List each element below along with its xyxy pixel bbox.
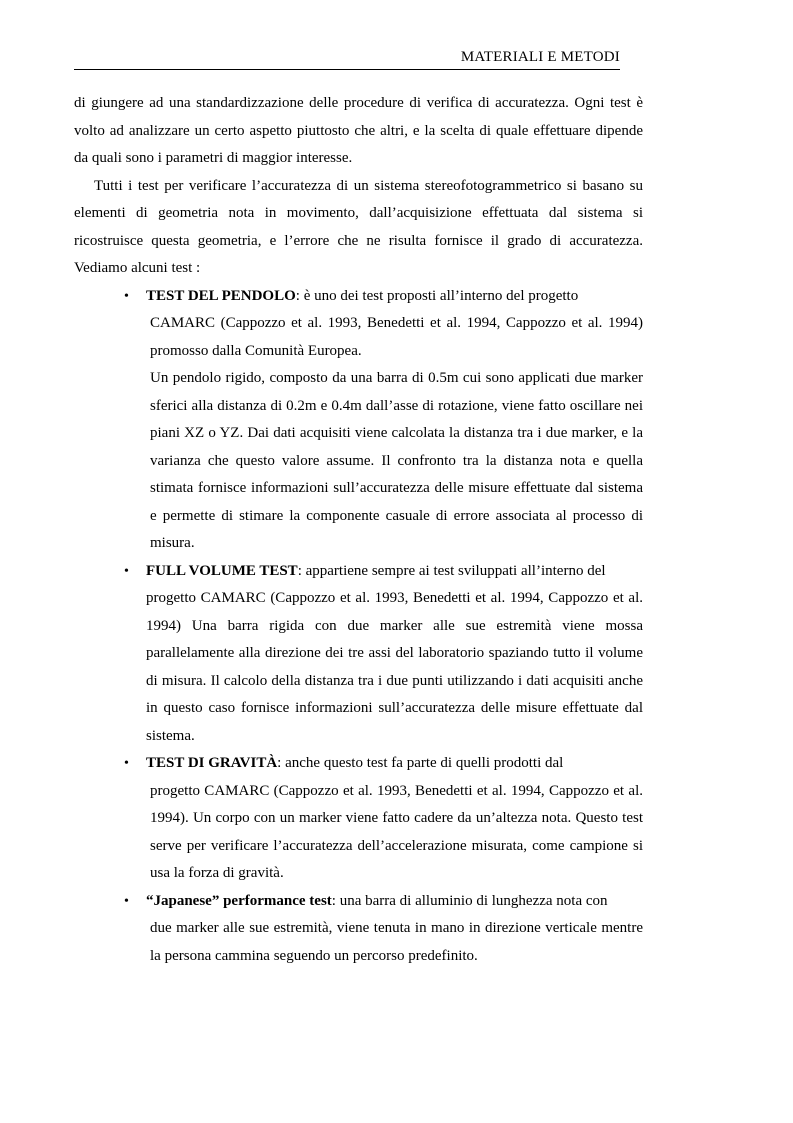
bullet-icon: • <box>124 756 129 771</box>
pendolo-continuation <box>146 310 643 558</box>
japanese-first-line: : una barra di alluminio di lunghezza nota con <box>331 892 608 909</box>
intro-paragraph-2: Tutti i test per verificare l’accuratezza di un sistema stereofotogrammetrico si basano su elementi di geometria nota in movimento, dall’acquisizione effettuata dal sistema si ricostruisce questa geometria, e l’errore che ne risulta fornisce il grado di accuratezza. Vediamo alcuni test : <box>74 177 643 276</box>
list-item-full-volume <box>74 558 643 751</box>
running-header: MATERIALI E METODI <box>460 49 620 65</box>
pendolo-description: CAMARC (Cappozzo et al. 1993, Benedetti et al. 1994, Cappozzo et al. 1994) promosso dalla Comunità Europea. <box>150 315 643 359</box>
gravita-description: progetto CAMARC (Cappozzo et al. 1993, Benedetti et al. 1994, Cappozzo et al. 1994). Un corpo con un marker viene fatto cadere da un’altezza nota. Questo test serve per verificare l’accuratezza dell’accelerazione misurata, come campione si usa la forza di gravità. <box>150 782 643 881</box>
gravita-first-line: : anche questo test fa parte di quelli prodotti dal <box>277 755 564 771</box>
pendolo-first-line: : è uno dei test proposti all’interno del progetto <box>295 287 579 304</box>
bullet-icon: • <box>124 288 129 304</box>
body-text <box>74 90 643 970</box>
list-item-japanese <box>74 888 643 971</box>
bullet-icon: • <box>124 893 129 909</box>
full-volume-first-line: : appartiene sempre ai test sviluppati all’interno del <box>297 562 606 579</box>
list-item-pendolo <box>74 283 643 558</box>
term-gravita: TEST DI GRAVITÀ <box>146 755 278 771</box>
gravita-continuation <box>146 778 643 888</box>
japanese-continuation <box>146 915 643 970</box>
pendolo-detail: Un pendolo rigido, composto da una barra di 0.5m cui sono applicati due marker sferici alla distanza di 0.2m e 0.4m dall’asse di rotazione, viene fatto oscillare nei piani XZ o YZ. Dai dati acquisiti viene calcolata la distanza tra i due marker, e la varianza che questo valore assume. Il confronto tra la distanza nota e quella stimata fornisce informazioni sull’accuratezza delle misure effettuate dal sistema e permette di stimare la componente casuale di errore associata al processo di misura. <box>150 370 643 551</box>
test-list <box>74 283 643 971</box>
term-full-volume: FULL VOLUME TEST <box>146 562 298 579</box>
bullet-icon: • <box>124 563 129 579</box>
term-japanese: “Japanese” performance test <box>146 892 332 909</box>
intro-paragraph-1: di giungere ad una standardizzazione delle procedure di verifica di accuratezza. Ogni test è volto ad analizzare un certo aspetto piuttosto che altri, e la scelta di quale effettuare dipende da quali sono i parametri di maggior interesse. <box>74 95 643 166</box>
full-volume-description: progetto CAMARC (Cappozzo et al. 1993, Benedetti et al. 1994, Cappozzo et al. 1994) Una barra rigida con due marker alle sue estremità viene mossa parallelamente alla direzione dei tre assi del laboratorio spaziando tutto il volume di misura. Il calcolo della distanza tra i due punti utilizzando i dati acquisiti anche in questo caso fornisce informazioni sull’accuratezza delle misure effettuate dal sistema. <box>146 590 643 744</box>
full-volume-continuation <box>146 585 643 750</box>
list-item-gravita <box>74 750 643 888</box>
header-rule <box>74 69 620 70</box>
term-pendolo: TEST DEL PENDOLO <box>146 287 296 304</box>
japanese-description: due marker alle sue estremità, viene tenuta in mano in direzione verticale mentre la persona cammina seguendo un percorso predefinito. <box>150 920 643 964</box>
